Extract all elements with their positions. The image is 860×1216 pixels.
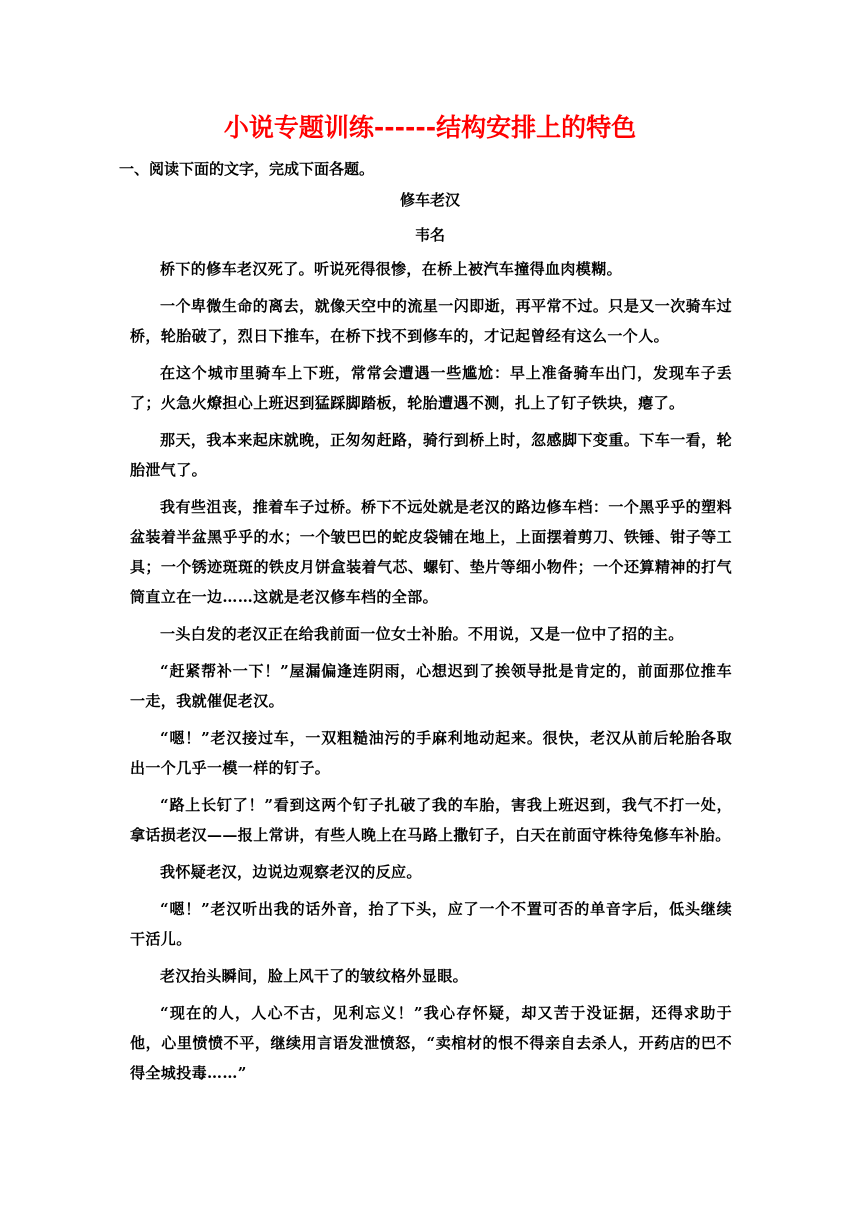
paragraph: “现在的人，人心不古，见利忘义！”我心存怀疑，却又苦于没证据，还得求助于他，心里愤愤不平，继续用言语发泄愤怒，“卖棺材的恨不得亲自去杀人，开药店的巴不得全城投毒……” — [130, 1004, 732, 1082]
paragraph: “路上长钉了！”看到这两个钉子扎破了我的车胎，害我上班迟到，我气不打一处，拿话损老汉——报上常讲，有些人晚上在马路上撒钉子，白天在前面守株待兔修车补胎。 — [130, 796, 732, 844]
paragraph: 老汉抬头瞬间，脸上风干了的皱纹格外显眼。 — [160, 967, 469, 985]
paragraph: 我有些沮丧，推着车子过桥。桥下不远处就是老汉的路边修车档：一个黑乎乎的塑料盆装着半盆黑乎乎的水；一个皱巴巴的蛇皮袋铺在地上，上面摆着剪刀、铁锤、钳子等工具；一个锈迹斑斑的铁皮月饼盒装着气芯、螺钉、垫片等细小物件；一个还算精神的打气筒直立在一边……这就是老汉修车档的全部。 — [130, 498, 732, 606]
document-title: 小说专题训练------结构安排上的特色 — [223, 113, 637, 142]
paragraph: 一个卑微生命的离去，就像天空中的流星一闪即逝，再平常不过。只是又一次骑车过桥，轮胎破了，烈日下推车，在桥下找不到修车的，才记起曾经有这么一个人。 — [130, 297, 732, 345]
story-title: 修车老汉 — [399, 191, 460, 209]
paragraph: 一头白发的老汉正在给我前面一位女士补胎。不用说，又是一位中了招的主。 — [160, 625, 684, 643]
paragraph: 在这个城市里骑车上下班，常常会遭遇一些尴尬：早上准备骑车出门，发现车子丢了；火急火燎担心上班迟到猛踩脚踏板，轮胎遭遇不测，扎上了钉子铁块，瘪了。 — [130, 364, 732, 412]
paragraph: 我怀疑老汉，边说边观察老汉的反应。 — [160, 863, 422, 881]
paragraph: “嗯！”老汉接过车，一双粗糙油污的手麻利地动起来。很快，老汉从前后轮胎各取出一个几乎一模一样的钉子。 — [130, 729, 732, 777]
section-heading: 一、阅读下面的文字，完成下面各题。 — [119, 160, 375, 178]
paragraph: 那天，我本来起床就晚，正匆匆赶路，骑行到桥上时，忽感脚下变重。下车一看，轮胎泄气了。 — [130, 431, 732, 479]
paragraph: 桥下的修车老汉死了。听说死得很惨，在桥上被汽车撞得血肉模糊。 — [160, 260, 623, 278]
paragraph: “赶紧帮补一下！”屋漏偏逢连阴雨，心想迟到了挨领导批是肯定的，前面那位推车一走，我就催促老汉。 — [130, 662, 732, 710]
paragraph: “嗯！”老汉听出我的话外音，抬了下头，应了一个不置可否的单音字后，低头继续干活儿。 — [130, 900, 732, 948]
story-body — [130, 254, 732, 1095]
story-author: 韦名 — [414, 226, 445, 244]
